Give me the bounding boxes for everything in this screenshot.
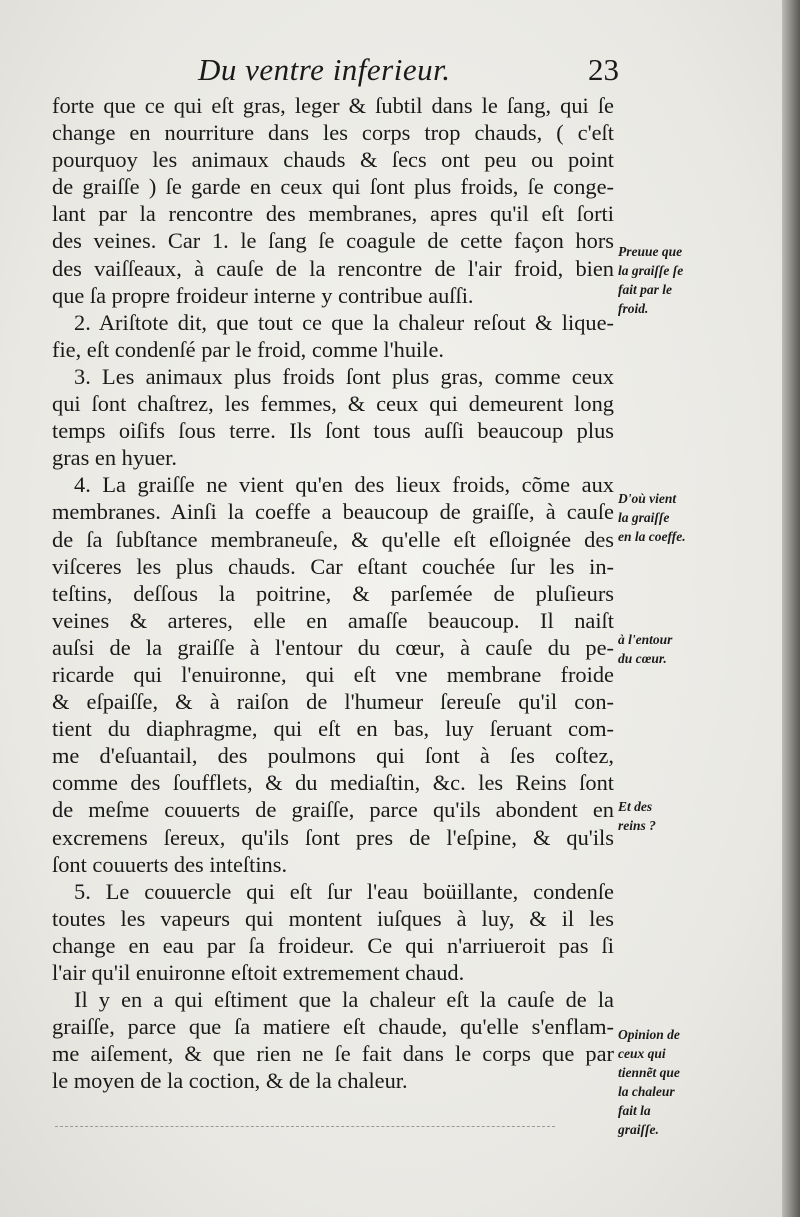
text-line: graiſſe, parce que ſa matiere eſt chaude, qu'elle s'enflam- xyxy=(52,1014,614,1040)
text-line: Il y en a qui eſtiment que la chaleur eſt la cauſe de la xyxy=(74,987,614,1013)
text-line: des vaiſſeaux, à cauſe de la rencontre de l'air froid, bien xyxy=(52,255,614,281)
text-line: auſsi de la graiſſe à l'entour du cœur, à cauſe du pe- xyxy=(52,634,614,660)
margin-note xyxy=(618,1025,788,1139)
text-line: 2. Ariſtote dit, que tout ce que la chaleur reſout & lique- xyxy=(74,309,614,335)
text-line: tient du diaphragme, qui eſt en bas, luy ſeruant com- xyxy=(52,716,614,742)
page-number: 23 xyxy=(588,52,619,87)
margin-note xyxy=(618,630,788,668)
margin-note-line: tiennẽt que xyxy=(618,1065,680,1080)
text-line: pourquoy les animaux chauds & ſecs ont peu ou point xyxy=(52,147,614,173)
margin-note-line: graiſſe. xyxy=(618,1122,659,1137)
text-line: change en eau par ſa froideur. Ce qui n'arriueroit pas ſi xyxy=(52,932,614,958)
margin-note-line: reins ? xyxy=(618,818,656,833)
margin-note-line: la graiſſe ſe xyxy=(618,263,684,278)
margin-note-line: la chaleur xyxy=(618,1084,675,1099)
text-line: ricarde qui l'enuironne, qui eſt vne membrane froide xyxy=(52,661,614,687)
text-line: fie, eſt condenſé par le froid, comme l'huile. xyxy=(52,336,444,362)
body-text xyxy=(52,92,614,1094)
margin-note xyxy=(618,797,788,835)
margin-note-line: D'où vient xyxy=(618,491,677,506)
text-line: gras en hyuer. xyxy=(52,445,177,471)
text-line: ſont couuerts des inteſtins. xyxy=(52,851,288,877)
text-line: me aiſement, & que rien ne ſe fait dans le corps que par xyxy=(52,1041,614,1067)
text-line: veines & arteres, elle en amaſſe beaucoup. Il naiſt xyxy=(52,607,614,633)
text-line: teſtins, deſſous la poitrine, & parſemée de pluſieurs xyxy=(52,580,614,606)
margin-note-line: en la coeffe. xyxy=(618,529,686,544)
bottom-dashed-rule xyxy=(55,1126,555,1127)
text-line: 5. Le couuercle qui eſt ſur l'eau boüillante, condenſe xyxy=(74,878,614,904)
text-line: change en nourriture dans les corps trop chauds, ( c'eſt xyxy=(52,120,614,146)
margin-note-line: du cœur. xyxy=(618,651,667,666)
text-line: me d'eſuantail, des poulmons qui ſont à ſes coſtez, xyxy=(52,743,614,769)
text-line: excremens ſereux, qu'ils ſont pres de l'eſpine, & qu'ils xyxy=(52,824,614,850)
text-line: temps oiſifs ſous terre. Ils ſont tous auſſi beaucoup plus xyxy=(52,418,614,444)
text-line: toutes les vapeurs qui montent iuſques à luy, & il les xyxy=(52,905,614,931)
margin-note-line: froid. xyxy=(618,301,649,316)
text-line: viſceres les plus chauds. Car eſtant couchée ſur les in- xyxy=(52,553,614,579)
text-line: comme des ſoufflets, & du mediaſtin, &c. les Reins ſont xyxy=(52,770,614,796)
text-line: de graiſſe ) ſe garde en ceux qui ſont plus froids, ſe conge- xyxy=(52,174,614,200)
text-line: & eſpaiſſe, & à raiſon de l'humeur ſereuſe qu'il con- xyxy=(52,689,614,715)
margin-note-line: ceux qui xyxy=(618,1046,666,1061)
text-line: l'air qu'il enuironne eſtoit extremement chaud. xyxy=(52,960,465,985)
margin-note-line: Et des xyxy=(618,799,653,814)
text-line: de ſa ſubſtance membraneuſe, & qu'elle eſt eſloignée des xyxy=(52,526,614,552)
margin-note-line: Preuue que xyxy=(618,244,683,259)
text-line: qui ſont chaſtrez, les femmes, & ceux qui demeurent long xyxy=(52,391,614,417)
margin-note-line: fait la xyxy=(618,1103,651,1118)
margin-note xyxy=(618,489,788,546)
text-line: lant par la rencontre des membranes, apres qu'il eſt ſorti xyxy=(52,201,614,227)
text-line: des veines. Car 1. le ſang ſe coagule de cette façon hors xyxy=(52,228,614,254)
margin-note-line: fait par le xyxy=(618,282,672,297)
text-line: de meſme couuerts de graiſſe, parce qu'ils abondent en xyxy=(52,797,614,823)
text-line: 4. La graiſſe ne vient qu'en des lieux froids, cõme aux xyxy=(74,472,614,498)
margin-note xyxy=(618,242,788,318)
margin-note-line: Opinion de xyxy=(618,1027,680,1042)
text-line: le moyen de la coction, & de la chaleur. xyxy=(52,1068,408,1094)
text-line: 3. Les animaux plus froids ſont plus gras, comme ceux xyxy=(74,363,614,389)
running-title: Du ventre inferieur. xyxy=(198,52,451,87)
text-line: que ſa propre froideur interne y contribue auſſi. xyxy=(52,282,474,308)
page-header xyxy=(0,50,800,90)
text-line: membranes. Ainſi la coeffe a beaucoup de graiſſe, à cauſe xyxy=(52,499,614,525)
margin-note-line: la graiſſe xyxy=(618,510,670,525)
margin-note-line: à l'entour xyxy=(618,632,673,647)
text-line: forte que ce qui eſt gras, leger & ſubtil dans le ſang, qui ſe xyxy=(52,93,614,118)
